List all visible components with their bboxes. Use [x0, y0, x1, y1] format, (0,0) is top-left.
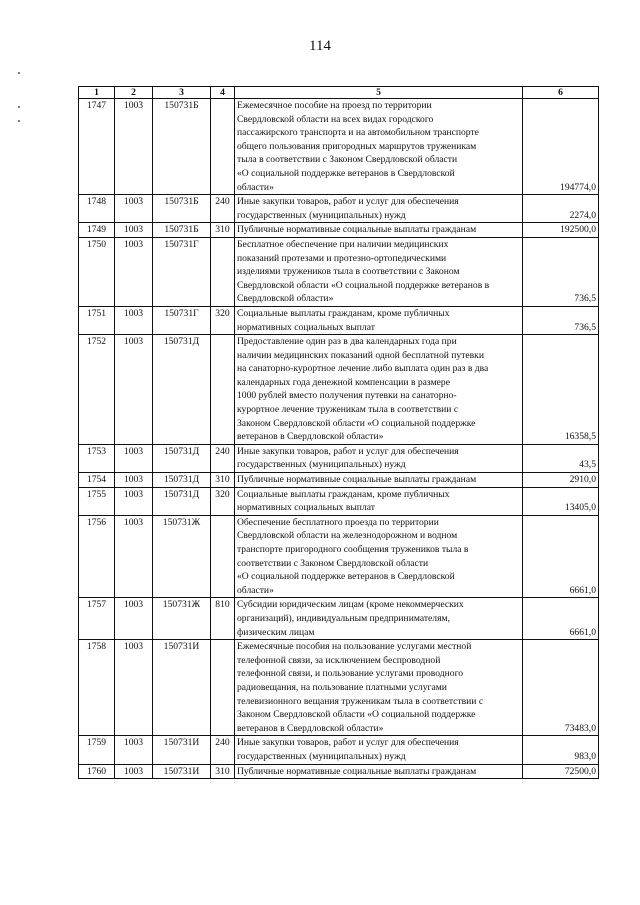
margin-mark	[18, 106, 20, 108]
target-article-code: 150731Б	[153, 195, 211, 223]
row-number: 1750	[79, 237, 115, 306]
table-row	[79, 487, 599, 515]
target-article-code: 150731И	[153, 764, 211, 779]
item-name: Иные закупки товаров, работ и услуг для обеспечения государственных (муниципальных) нужд	[235, 444, 523, 472]
item-sum: 6661,0	[523, 515, 599, 598]
expense-type-code	[211, 515, 235, 598]
section-code: 1003	[115, 487, 153, 515]
section-code: 1003	[115, 335, 153, 445]
target-article-code: 150731Б	[153, 99, 211, 195]
table-body	[79, 99, 599, 779]
section-code: 1003	[115, 444, 153, 472]
item-sum: 2910,0	[523, 473, 599, 488]
item-sum: 73483,0	[523, 640, 599, 736]
section-code: 1003	[115, 99, 153, 195]
item-sum: 736,5	[523, 237, 599, 306]
item-name: Субсидии юридическим лицам (кроме некоммерческих организаций), индивидуальным предпринимателям, физическим лицам	[235, 598, 523, 640]
item-name: Публичные нормативные социальные выплаты гражданам	[235, 764, 523, 779]
row-number: 1747	[79, 99, 115, 195]
page-number: 114	[309, 38, 331, 54]
item-name: Обеспечение бесплатного проезда по территории Свердловской области на железнодорожном и водном транспорте пригородного сообщения тружеников тыла в соответствии с Законом Свердловской области «О социальной поддержке ветеранов в Свердловской области»	[235, 515, 523, 598]
target-article-code: 150731Ж	[153, 515, 211, 598]
item-name: Бесплатное обеспечение при наличии медицинских показаний протезами и протезно-ортопедическими изделиями тружеников тыла в соответствии с Законом Свердловской области «О социальной поддержке ветеранов в Свердловской области»	[235, 237, 523, 306]
table-header	[79, 87, 599, 99]
row-number: 1755	[79, 487, 115, 515]
row-number: 1753	[79, 444, 115, 472]
header-col-6: 6	[523, 87, 599, 99]
table-row	[79, 598, 599, 640]
expense-type-code: 240	[211, 736, 235, 764]
table-row	[79, 764, 599, 779]
expense-type-code: 310	[211, 764, 235, 779]
item-name: Публичные нормативные социальные выплаты гражданам	[235, 473, 523, 488]
target-article-code: 150731Г	[153, 237, 211, 306]
row-number: 1749	[79, 223, 115, 238]
expense-type-code: 320	[211, 306, 235, 334]
item-name: Ежемесячные пособия на пользование услугами местной телефонной связи, за исключением беспроводной телефонной связи, и пользование услугами проводного радиовещания, на пользование платными услугами телевизионного вещания труженикам тыла в соответствии с Законом Свердловской области «О социальной поддержке ветеранов в Свердловской области»	[235, 640, 523, 736]
target-article-code: 150731Д	[153, 473, 211, 488]
section-code: 1003	[115, 640, 153, 736]
expense-type-code: 240	[211, 195, 235, 223]
row-number: 1754	[79, 473, 115, 488]
row-number: 1756	[79, 515, 115, 598]
header-col-4: 4	[211, 87, 235, 99]
row-number: 1758	[79, 640, 115, 736]
margin-mark	[18, 72, 20, 74]
row-number: 1748	[79, 195, 115, 223]
table-row	[79, 195, 599, 223]
item-sum: 983,0	[523, 736, 599, 764]
row-number: 1751	[79, 306, 115, 334]
item-name: Ежемесячное пособие на проезд по территории Свердловской области на всех видах городского пассажирского транспорта и на автомобильном транспорте общего пользования пригородных маршрутов труженикам тыла в соответствии с Законом Свердловской области «О социальной поддержке ветеранов в Свердловской области»	[235, 99, 523, 195]
expense-type-code	[211, 335, 235, 445]
table-row	[79, 736, 599, 764]
item-name: Иные закупки товаров, работ и услуг для обеспечения государственных (муниципальных) нужд	[235, 195, 523, 223]
table-row	[79, 640, 599, 736]
table-row	[79, 99, 599, 195]
table-row	[79, 306, 599, 334]
item-name: Публичные нормативные социальные выплаты гражданам	[235, 223, 523, 238]
table-row	[79, 223, 599, 238]
section-code: 1003	[115, 515, 153, 598]
row-number: 1760	[79, 764, 115, 779]
section-code: 1003	[115, 223, 153, 238]
section-code: 1003	[115, 195, 153, 223]
section-code: 1003	[115, 237, 153, 306]
section-code: 1003	[115, 598, 153, 640]
item-sum: 6661,0	[523, 598, 599, 640]
item-name: Социальные выплаты гражданам, кроме публичных нормативных социальных выплат	[235, 306, 523, 334]
item-sum: 72500,0	[523, 764, 599, 779]
item-sum: 43,5	[523, 444, 599, 472]
header-row	[79, 87, 599, 99]
table-row	[79, 444, 599, 472]
table-row	[79, 473, 599, 488]
item-name: Социальные выплаты гражданам, кроме публичных нормативных социальных выплат	[235, 487, 523, 515]
target-article-code: 150731Д	[153, 444, 211, 472]
expense-type-code	[211, 237, 235, 306]
header-col-1: 1	[79, 87, 115, 99]
target-article-code: 150731Д	[153, 335, 211, 445]
header-col-5: 5	[235, 87, 523, 99]
item-name: Предоставление один раз в два календарных года при наличии медицинских показаний одной бесплатной путевки на санаторно-курортное лечение либо выплата один раз в два календарных года денежной компенсации в размере 1000 рублей вместо получения путевки на санаторно- курортное лечение труженикам тыла в соответствии с Законом Свердловской области «О социальной поддержке ветеранов в Свердловской области»	[235, 335, 523, 445]
item-sum: 736,5	[523, 306, 599, 334]
target-article-code: 150731Д	[153, 487, 211, 515]
item-sum: 192500,0	[523, 223, 599, 238]
margin-mark	[18, 120, 20, 122]
row-number: 1757	[79, 598, 115, 640]
target-article-code: 150731Ж	[153, 598, 211, 640]
section-code: 1003	[115, 473, 153, 488]
item-sum: 2274,0	[523, 195, 599, 223]
item-sum: 16358,5	[523, 335, 599, 445]
section-code: 1003	[115, 306, 153, 334]
table-row	[79, 237, 599, 306]
expense-type-code	[211, 99, 235, 195]
target-article-code: 150731И	[153, 736, 211, 764]
budget-table	[78, 86, 599, 779]
expense-type-code: 810	[211, 598, 235, 640]
expense-type-code: 310	[211, 473, 235, 488]
expense-type-code: 310	[211, 223, 235, 238]
table-row	[79, 335, 599, 445]
expense-type-code: 320	[211, 487, 235, 515]
header-col-2: 2	[115, 87, 153, 99]
row-number: 1759	[79, 736, 115, 764]
target-article-code: 150731Г	[153, 306, 211, 334]
section-code: 1003	[115, 764, 153, 779]
expense-type-code	[211, 640, 235, 736]
section-code: 1003	[115, 736, 153, 764]
row-number: 1752	[79, 335, 115, 445]
target-article-code: 150731И	[153, 640, 211, 736]
item-sum: 194774,0	[523, 99, 599, 195]
header-col-3: 3	[153, 87, 211, 99]
item-name: Иные закупки товаров, работ и услуг для обеспечения государственных (муниципальных) нужд	[235, 736, 523, 764]
target-article-code: 150731Б	[153, 223, 211, 238]
table-row	[79, 515, 599, 598]
expense-type-code: 240	[211, 444, 235, 472]
item-sum: 13405,0	[523, 487, 599, 515]
